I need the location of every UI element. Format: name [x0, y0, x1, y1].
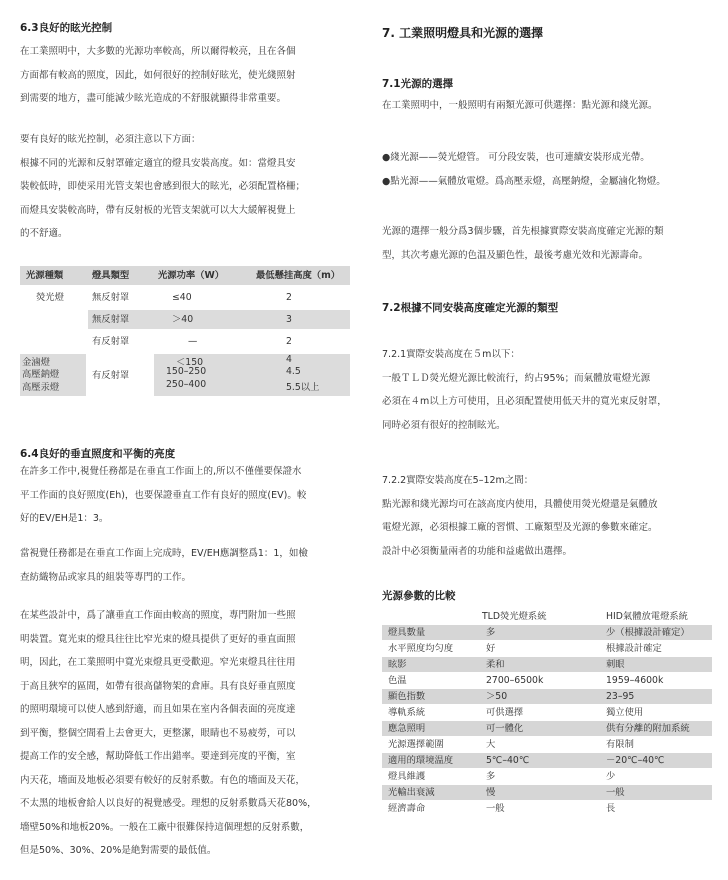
- text-line: 的不舒適。: [20, 228, 68, 239]
- text-line: 方面都有較高的照度，因此，如何很好的控制好眩光，使光綫照射: [20, 69, 296, 81]
- chapter-title: 7. 工業照明燈具和光源的選擇: [382, 26, 544, 40]
- text-line: 明，因此，在工業照明中寬光束燈具更受歡迎。窄光束燈具往往用: [20, 657, 296, 668]
- text-line: 的照明環境可以使人感到舒適，而且如果在室内各個表面的亮度達: [20, 704, 296, 715]
- text-line: 根據不同的光源和反射罩確定適宜的燈具安裝高度。如：當燈具安: [20, 157, 296, 169]
- table-cell: 燈具維護: [388, 771, 426, 782]
- table-cell: 水平照度均匀度: [388, 643, 454, 654]
- table-cell: 4.5: [286, 366, 301, 377]
- text-line: 好的EV/EH是1：3。: [20, 513, 109, 524]
- table-row: [382, 737, 712, 753]
- paragraph: [20, 604, 317, 863]
- table-cell: 應急照明: [388, 723, 426, 734]
- table-row: [20, 288, 350, 307]
- table-header-row: [20, 266, 350, 285]
- table-cell: 柔和: [486, 659, 505, 670]
- text-line: 而燈具安裝較高時，帶有反射板的光管支架就可以大大緩解視覺上: [20, 204, 296, 216]
- table-cell: 慢: [486, 787, 496, 798]
- text-line: 于高且狹窄的區間，如帶有很高儲物架的倉庫。具有良好垂直照度: [20, 680, 296, 692]
- table-cell: －20℃–40℃: [606, 755, 665, 766]
- table-header: 燈具類型: [92, 270, 130, 281]
- table-row: [20, 310, 350, 329]
- table-cell: ≤40: [172, 292, 192, 303]
- table-cell: 好: [486, 643, 496, 654]
- table-cell: 導軌系統: [388, 707, 426, 718]
- table-cell: 可一體化: [486, 723, 524, 734]
- table-cell: 2700–6500k: [486, 675, 544, 686]
- section-heading-7-2: 7.2根據不同安裝高度確定光源的類型: [382, 302, 559, 314]
- paragraph: [20, 460, 306, 531]
- text-line: 在許多工作中,視覺任務都是在垂直工作面上的,所以不僅僅要保證水: [20, 466, 302, 477]
- table-row: [382, 657, 712, 673]
- table-cell: 有反射罩: [92, 336, 130, 347]
- table-header: 光源功率（W）: [158, 270, 225, 281]
- table-row: [382, 769, 712, 785]
- text-line: 提高工作的安全感，幫助降低工作出錯率。要達到亮度的平衡，室: [20, 751, 296, 762]
- table-cell: 金滷燈: [22, 357, 50, 368]
- table-cell: 眩影: [388, 659, 407, 670]
- table-cell: 有限制: [606, 739, 634, 750]
- table-cell: 色温: [388, 675, 407, 686]
- list-item: ●點光源——氣體放電燈。爲高壓汞燈，高壓鈉燈，金屬滷化物燈。: [382, 175, 666, 187]
- table-cell: 250–400: [166, 379, 207, 390]
- table-cell: 少: [606, 771, 616, 782]
- table-cell: 2: [286, 336, 292, 347]
- table-cell: 供有分離的附加系統: [606, 723, 690, 734]
- table-cell: 一般: [606, 787, 625, 798]
- table-cell: —: [188, 336, 198, 347]
- text-line: 但是50%、30%、20%是絶對需要的最低值。: [20, 845, 217, 856]
- table-row: [382, 673, 712, 689]
- text-line: 平工作面的良好照度(Eh)，也要保證垂直工作有良好的照度(EV)。較: [20, 489, 307, 501]
- table-row: [382, 705, 712, 721]
- table-cell: 長: [606, 803, 616, 814]
- table-cell: 根據設計確定: [606, 643, 662, 654]
- section-heading-7-1: 7.1光源的選擇: [382, 78, 454, 90]
- hid-table-block: [20, 354, 350, 396]
- table-cell: 3: [286, 314, 292, 325]
- table-cell: 大: [486, 739, 496, 750]
- table-cell: ＜150: [176, 357, 204, 368]
- text-line: 要有良好的眩光控制，必須注意以下方面：: [20, 134, 201, 145]
- table-cell: 光輸出衰減: [388, 787, 435, 798]
- list-item: ●綫光源——熒光燈管。 可分段安裝，也可連續安裝形成光帶。: [382, 152, 650, 163]
- paragraph: [20, 128, 305, 246]
- table-row: [382, 689, 712, 705]
- text-line: 必須在４m以上方可使用，且必須配置使用低天井的寬光束反射罩，: [382, 396, 667, 407]
- table-cell: 適用的環境温度: [388, 755, 454, 766]
- table-cell: 有反射罩: [92, 370, 130, 381]
- table-row: [382, 801, 712, 817]
- table-cell: ＞40: [172, 314, 194, 325]
- text-line: 在某些設計中，爲了讓垂直工作面由較高的照度，專門附加一些照: [20, 610, 296, 621]
- paragraph: [382, 343, 667, 437]
- table-cell: 無反射罩: [92, 314, 130, 325]
- table-header: 最低懸挂高度（m）: [256, 270, 341, 281]
- table-cell: 刺眼: [606, 659, 625, 670]
- comparison-heading: 光源參數的比較: [382, 590, 456, 602]
- table-cell: 2: [286, 292, 292, 303]
- text-line: 明裝置。寬光束的燈具往往比窄光束的燈具提供了更好的垂直面照: [20, 633, 296, 645]
- text-line: 當視覺任務都是在垂直工作面上完成時，EV/EH應調整爲1：1，如檢: [20, 548, 308, 559]
- table-cell: 多: [486, 627, 496, 638]
- table-cell: 燈具數量: [388, 627, 426, 638]
- table-cell: 經濟壽命: [388, 803, 426, 814]
- table-cell: ＞50: [486, 691, 508, 702]
- text-line: 在工業照明中，大多數的光源功率較高，所以爾得較亮，且在各個: [20, 46, 296, 57]
- table-cell: 少（根據設計確定）: [606, 627, 690, 638]
- text-line: 在工業照明中，一般照明有兩類光源可供選擇：點光源和綫光源。: [382, 100, 658, 111]
- table-cell: 高壓汞燈: [22, 382, 60, 393]
- table-cell: 無反射罩: [92, 292, 130, 303]
- subsection-title: 7.2.1實際安裝高度在５m以下：: [382, 349, 520, 360]
- paragraph: [20, 542, 308, 589]
- bullet-list: [382, 146, 666, 193]
- table-row: [382, 625, 712, 641]
- table-cell: 顯色指數: [388, 691, 426, 702]
- table-header-row: [382, 609, 712, 625]
- text-line: 查紡織物品或家具的組裝等專門的工作。: [20, 571, 192, 583]
- paragraph: [382, 94, 658, 118]
- table-cell: 多: [486, 771, 496, 782]
- text-line: 光源的選擇一般分爲3個步驟，首先根據實際安裝高度確定光源的類: [382, 226, 664, 237]
- text-line: 到平衡，整個空間看上去會更大，更整潔，眼睛也不易疲勞，可以: [20, 727, 296, 739]
- table-header: HID氣體放電燈系統: [606, 611, 688, 622]
- table-cell: 4: [286, 354, 292, 365]
- table-row: [382, 753, 712, 769]
- paragraph: [20, 40, 296, 111]
- table-cell: 獨立使用: [606, 707, 644, 718]
- section-heading-6-3: 6.3良好的眩光控制: [20, 22, 113, 34]
- table-cell: 可供選擇: [486, 707, 524, 718]
- text-line: 型，其次考慮光源的色温及顯色性，最後考慮光效和光源壽命。: [382, 249, 649, 261]
- text-line: 同時必須有很好的控制眩光。: [382, 419, 506, 431]
- table-row: [382, 641, 712, 657]
- table-row: [382, 785, 712, 801]
- table-cell: 150–250: [166, 366, 207, 377]
- text-line: 點光源和綫光源均可在該高度内使用，具體使用熒光燈還是氣體放: [382, 498, 658, 510]
- text-line: 不太黑的地板會給人以良好的視覺感受。理想的反射系數爲天花80%，: [20, 798, 317, 809]
- paragraph: [382, 220, 664, 267]
- table-header: 光源種類: [26, 270, 64, 281]
- table-cell: 熒光燈: [36, 292, 64, 303]
- table-cell: 5.5以上: [286, 382, 320, 393]
- text-line: 裝較低時，即使采用光管支架也會感到很大的眩光，必須配置格柵；: [20, 181, 306, 192]
- text-line: 到需要的地方，盡可能減少眩光造成的不舒服就顯得非常重要。: [20, 93, 287, 104]
- text-line: 内天花，墻面及地板必須要有較好的反射系數。有色的墻面及天花，: [20, 774, 306, 786]
- table-cell: 光源選擇範圍: [388, 739, 444, 750]
- text-line: 電燈光源，必須根據工廠的習慣、工廠類型及光源的參數來確定。: [382, 522, 658, 533]
- subsection-title: 7.2.2實際安裝高度在5–12m之間：: [382, 475, 534, 486]
- text-line: 墻壁50%和地板20%。一般在工廠中很難保持這個理想的反射系數，: [20, 821, 310, 833]
- table-cell: 1959–4600k: [606, 675, 664, 686]
- table-cell: 5℃–40℃: [486, 755, 530, 766]
- table-row: [382, 721, 712, 737]
- text-line: 設計中必須衡量兩者的功能和益處做出選擇。: [382, 545, 573, 557]
- table-cell: 一般: [486, 803, 505, 814]
- table-cell: 高壓鈉燈: [22, 369, 60, 380]
- table-header: TLD熒光燈系統: [482, 611, 547, 622]
- paragraph: [382, 469, 658, 563]
- table-row: [20, 332, 350, 351]
- text-line: 一般ＴＬＤ熒光燈光源比較流行，約占95%；而氣體放電燈光源: [382, 372, 651, 384]
- table-cell: 23–95: [606, 691, 635, 702]
- section-heading-6-4: 6.4良好的垂直照度和平衡的亮度: [20, 448, 176, 460]
